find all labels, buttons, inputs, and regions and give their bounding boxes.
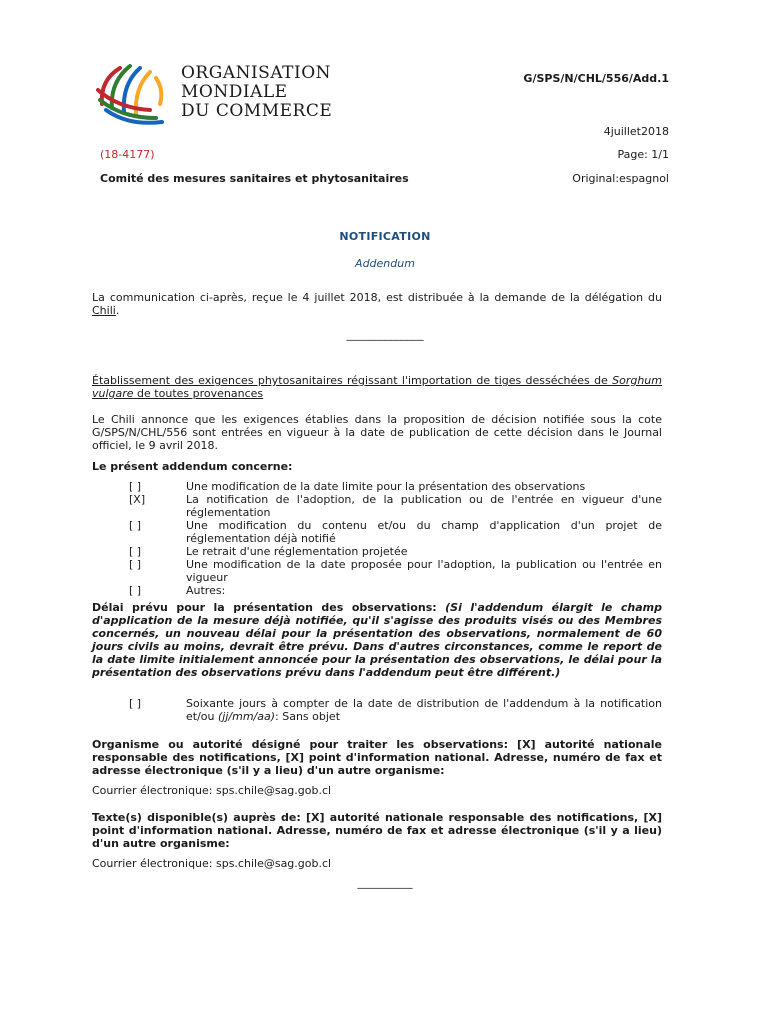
option-text: Une modification de la date limite pour la présentation des observations xyxy=(186,480,586,493)
option-text: Une modification de la date proposée pour l'adoption, la publication ou l'entrée en vigueur xyxy=(186,558,662,584)
option-text: Une modification du contenu et/ou du champ d'application d'un projet de réglementation déjà notifié xyxy=(186,519,662,545)
intro-end: . xyxy=(115,304,120,317)
original-language: Original:espagnol xyxy=(572,172,669,185)
committee-name: Comité des mesures sanitaires et phytosanitaires xyxy=(100,172,409,185)
option-checkbox: [ ] xyxy=(129,480,142,493)
entry-into-force-paragraph: Le Chili annonce que les exigences établies dans la proposition de décision notifiée sous la cote G/SPS/N/CHL/556 sont entrées en vigueur à la date de publication de cette décision dans le Journal officiel, le 9 avril 2018. xyxy=(92,413,662,452)
comment-deadline-label: Délai prévu pour la présentation des observations: xyxy=(92,601,446,614)
authority-email: Courrier électronique: sps.chile@sag.gob.cl xyxy=(92,784,332,797)
org-name-line1: ORGANISATION xyxy=(181,63,332,83)
document-date: 4juillet2018 xyxy=(603,125,669,138)
option-item xyxy=(92,493,662,519)
document-symbol: G/SPS/N/CHL/556/Add.1 xyxy=(523,72,669,85)
page-number: Page: 1/1 xyxy=(617,148,669,161)
option-item xyxy=(92,584,662,597)
option-item xyxy=(92,545,662,558)
addendum-subtitle: Addendum xyxy=(355,257,415,270)
option-checkbox: [X] xyxy=(129,493,146,506)
measure-title-species: Sorghum vulgare xyxy=(92,374,662,400)
measure-title xyxy=(92,374,662,400)
option-item xyxy=(92,558,662,584)
end-separator: __________ xyxy=(357,876,413,889)
wto-logo xyxy=(90,60,175,128)
option-text xyxy=(186,697,662,723)
intro-text: La communication ci-après, reçue le 4 juillet 2018, est distribuée à la demande de la délégation du xyxy=(92,291,662,304)
comment-deadline-note: (Si l'addendum élargit le champ d'application de la mesure déjà notifiée, qu'il s'agisse des produits visés ou des Membres concernés, un nouveau délai pour la présentation des observations, normalement de 60 jours civils au moins, devrait être prévu. Dans d'autres circonstances, comme le report de la date limite initialement annoncée pour la présentation des observations, le délai pour la présentation des observations prévu dans l'addendum peut être différent.) xyxy=(92,601,662,679)
option-checkbox: [ ] xyxy=(129,519,142,532)
deadline-date-format: (jj/mm/aa) xyxy=(218,710,276,723)
texts-available-paragraph: Texte(s) disponible(s) auprès de: [X] autorité nationale responsable des notifications, [X] point d'information national. Adresse, numéro de fax et adresse électronique (s'il y a lieu) d'un autre organisme: xyxy=(92,811,662,850)
org-name-line3: DU COMMERCE xyxy=(181,101,333,121)
intro-paragraph xyxy=(92,291,662,317)
option-checkbox: [ ] xyxy=(129,545,142,558)
document-number: (18-4177) xyxy=(100,148,155,161)
measure-title-part1: Établissement des exigences phytosanitaires régissant l'importation de tiges desséchées de xyxy=(92,374,613,387)
option-text: Autres: xyxy=(186,584,226,597)
intro-country: Chili xyxy=(92,304,116,317)
option-checkbox: [ ] xyxy=(129,584,142,597)
comment-deadline-paragraph xyxy=(92,601,662,679)
option-item xyxy=(92,480,662,493)
deadline-option xyxy=(92,697,662,723)
deadline-text-end: : Sans objet xyxy=(275,710,341,723)
addendum-options xyxy=(92,480,662,597)
org-name-line2: MONDIALE xyxy=(181,82,288,102)
notification-title: NOTIFICATION xyxy=(339,230,431,243)
option-checkbox: [ ] xyxy=(129,697,142,710)
separator-line: ______________ xyxy=(346,328,424,341)
option-text: La notification de l'adoption, de la publication ou de l'entrée en vigueur d'une réglementation xyxy=(186,493,662,519)
option-checkbox: [ ] xyxy=(129,558,142,571)
measure-title-part2: de toutes provenances xyxy=(133,387,264,400)
org-name xyxy=(181,64,332,121)
option-item xyxy=(92,697,662,723)
concerne-label: Le présent addendum concerne: xyxy=(92,460,293,473)
option-text: Le retrait d'une réglementation projetée xyxy=(186,545,408,558)
designated-authority-paragraph: Organisme ou autorité désigné pour traiter les observations: [X] autorité nationale responsable des notifications, [X] point d'information national. Adresse, numéro de fax et adresse électronique (s'il y a lieu) d'un autre organisme: xyxy=(92,738,662,777)
option-item xyxy=(92,519,662,545)
deadline-text-start: Soixante jours à compter de la date de distribution de l'addendum à la notification et/ou xyxy=(186,697,662,723)
texts-email: Courrier électronique: sps.chile@sag.gob.cl xyxy=(92,857,332,870)
